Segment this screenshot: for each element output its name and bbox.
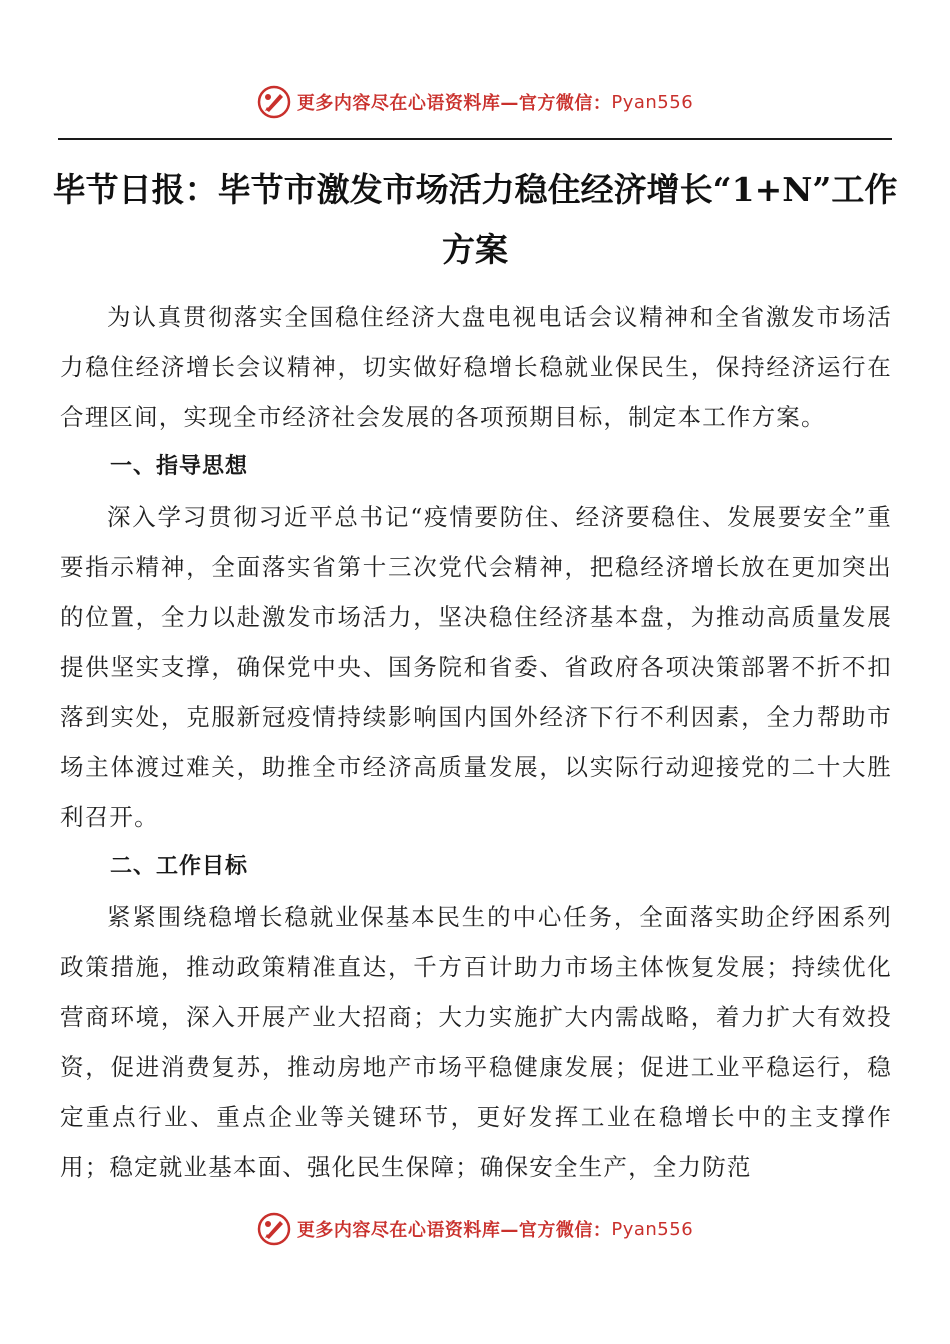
section-heading: 二、工作目标 (110, 854, 249, 879)
watermark-wechat-id: Pyan556 (611, 91, 694, 113)
section-paragraph: 紧紧围绕稳增长稳就业保基本民生的中心任务，全面落实助企纾困系列政策措施，推动政策精准直达，千方百计助力市场主体恢复发展；持续优化营商环境，深入开展产业大招商；大力实施扩大内需战略，着力扩大有效投资，促进消费复苏，推动房地产市场平稳健康发展；促进工业平稳运行，稳定重点行业、重点企业等关键环节，更好发挥工业在稳增长中的主支撑作用；稳定就业基本面、强化民生保障；确保安全生产，全力防范 (60, 903, 892, 1181)
document-body (60, 292, 892, 1192)
pen-logo-icon (257, 1212, 291, 1246)
document-title: 毕节日报：毕节市激发市场活力稳住经济增长“1+N”工作方案 (52, 170, 898, 269)
header-watermark (0, 80, 950, 124)
watermark-brand: 更多内容尽在心语资料库 (296, 1220, 501, 1241)
pen-logo-icon (257, 85, 291, 119)
header-divider (58, 138, 892, 140)
intro-paragraph: 为认真贯彻落实全国稳住经济大盘电视电话会议精神和全省激发市场活力稳住经济增长会议精神，切实做好稳增长稳就业保民生，保持经济运行在合理区间，实现全市经济社会发展的各项预期目标，制定本工作方案。 (60, 303, 892, 431)
watermark-separator: —官方微信： (500, 1220, 612, 1241)
section-paragraph: 深入学习贯彻习近平总书记“疫情要防住、经济要稳住、发展要安全”重要指示精神，全面落实省第十三次党代会精神，把稳经济增长放在更加突出的位置，全力以赴激发市场活力，坚决稳住经济基本盘，为推动高质量发展提供坚实支撑，确保党中央、国务院和省委、省政府各项决策部署不折不扣落到实处，克服新冠疫情持续影响国内国外经济下行不利因素，全力帮助市场主体渡过难关，助推全市经济高质量发展，以实际行动迎接党的二十大胜利召开。 (60, 503, 892, 831)
watermark-wechat-id: Pyan556 (611, 1218, 694, 1240)
footer-watermark (0, 1207, 950, 1251)
watermark-separator: —官方微信： (500, 93, 612, 114)
watermark-brand: 更多内容尽在心语资料库 (296, 93, 501, 114)
section-heading: 一、指导思想 (110, 454, 249, 479)
